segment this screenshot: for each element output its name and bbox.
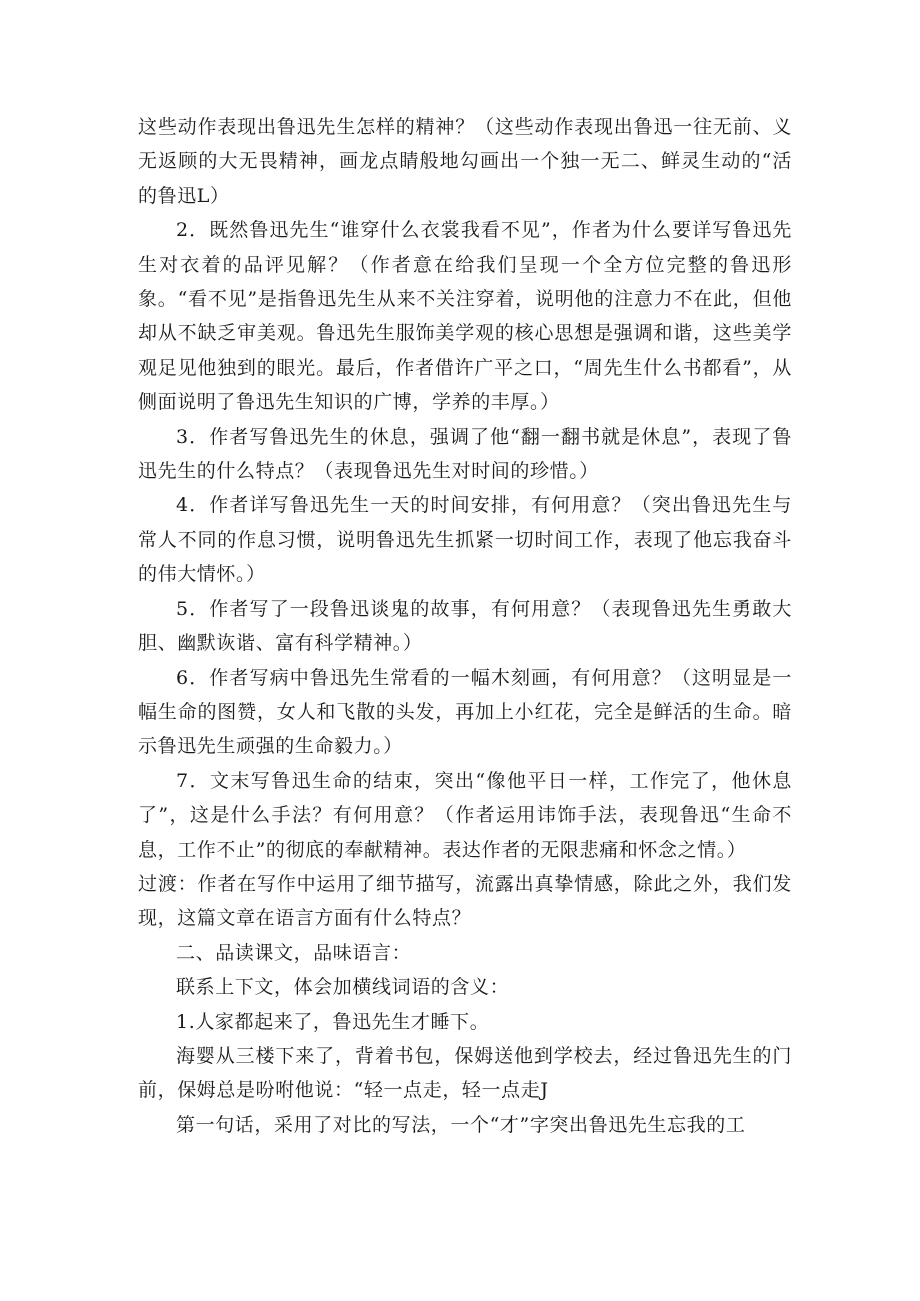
paragraph-transition: 过渡：作者在写作中运用了细节描写，流露出真挚情感，除此之外，我们发现，这篇文章在语言方面有什么特点？ xyxy=(138,872,792,930)
paragraph-question-6: 6．作者写病中鲁迅先生常看的一幅木刻画，有何用意？（这明显是一幅生命的图赞，女人和飞散的头发，再加上小红花，完全是鲜活的生命。暗示鲁迅先生顽强的生命毅力。） xyxy=(138,666,792,758)
paragraph-example-quote: 海婴从三楼下来了，背着书包，保姆送他到学校去，经过鲁迅先生的门前，保姆总是吩咐他说：“轻一点走，轻一点走J xyxy=(138,1044,792,1102)
paragraph-question-4: 4．作者详写鲁迅先生一天的时间安排，有何用意？（突出鲁迅先生与常人不同的作息习惯，说明鲁迅先生抓紧一切时间工作，表现了他忘我奋斗的伟大情怀。） xyxy=(138,494,792,586)
paragraph-question-2: 2．既然鲁迅先生“谁穿什么衣裳我看不见”，作者为什么要详写鲁迅先生对衣着的品评见解？（作者意在给我们呈现一个全方位完整的鲁迅形象。“看不见”是指鲁迅先生从来不关注穿着，说明他的注意力不在此，但他却从不缺乏审美观。鲁迅先生服饰美学观的核心思想是强调和谐，这些美学观足见他独到的眼光。最后，作者借许广平之口，“周先生什么书都看”，从侧面说明了鲁迅先生知识的广博，学养的丰厚。） xyxy=(138,219,792,414)
paragraph-question-3: 3．作者写鲁迅先生的休息，强调了他“翻一翻书就是休息”，表现了鲁迅先生的什么特点？（表现鲁迅先生对时间的珍惜。） xyxy=(138,425,792,483)
paragraph-analysis: 第一句话，采用了对比的写法，一个“才”字突出鲁迅先生忘我的工 xyxy=(176,1113,746,1136)
paragraph-question-7: 7．文末写鲁迅生命的结束，突出“像他平日一样，工作完了，他休息了”，这是什么手法？有何用意？（作者运用讳饰手法，表现鲁迅“生命不息，工作不止”的彻底的奉献精神。表达作者的无限悲痛和怀念之情。） xyxy=(138,769,792,861)
section-heading-language: 二、品读课文，品味语言： xyxy=(176,941,412,964)
paragraph-question-5: 5．作者写了一段鲁迅谈鬼的故事，有何用意？（表现鲁迅先生勇敢大胆、幽默诙谐、富有科学精神。） xyxy=(138,597,792,655)
paragraph-example-1: 1.人家都起来了，鲁迅先生才睡下。 xyxy=(176,1010,490,1033)
paragraph-instruction: 联系上下文，体会加横线词语的含义： xyxy=(176,976,510,999)
document-body xyxy=(138,110,792,1142)
paragraph-intro-answer: 这些动作表现出鲁迅先生怎样的精神？（这些动作表现出鲁迅一往无前、义无返顾的大无畏精神，画龙点睛般地勾画出一个独一无二、鲜灵生动的“活的鲁迅L） xyxy=(138,116,792,207)
